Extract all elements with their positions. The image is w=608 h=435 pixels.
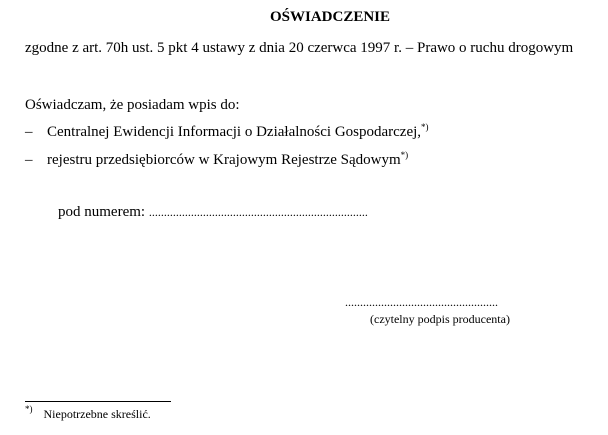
declaration-intro: Oświadczam, że posiadam wpis do: [25, 97, 240, 113]
footnote-text: Niepotrzebne skreślić. [43, 407, 151, 421]
option-text: rejestru przedsiębiorców w Krajowym Rejestrze Sądowym [47, 152, 401, 168]
legal-basis: zgodne z art. 70h ust. 5 pkt 4 ustawy z dnia 20 czerwca 1997 r. – Prawo o ruchu drogowym [25, 40, 574, 56]
option-krs[interactable] [25, 151, 408, 169]
dash: – [25, 152, 33, 168]
number-field[interactable]: ......................................................................... [148, 205, 368, 219]
option-ceidg[interactable] [25, 123, 429, 141]
number-label: pod numerem: [58, 204, 146, 220]
footnote-mark: *) [25, 404, 33, 414]
footnote-mark: *) [400, 150, 409, 160]
number-row [58, 203, 368, 221]
signature-line[interactable]: ................................................... [345, 295, 498, 309]
footnote-divider [25, 401, 171, 402]
signature-caption: (czytelny podpis producenta) [370, 312, 510, 326]
footnote [25, 405, 151, 423]
footnote-mark: *) [421, 122, 429, 132]
dash: – [25, 124, 33, 140]
document-title: OŚWIADCZENIE [269, 9, 391, 25]
option-text: Centralnej Ewidencji Informacji o Działalności Gospodarczej, [47, 124, 422, 140]
